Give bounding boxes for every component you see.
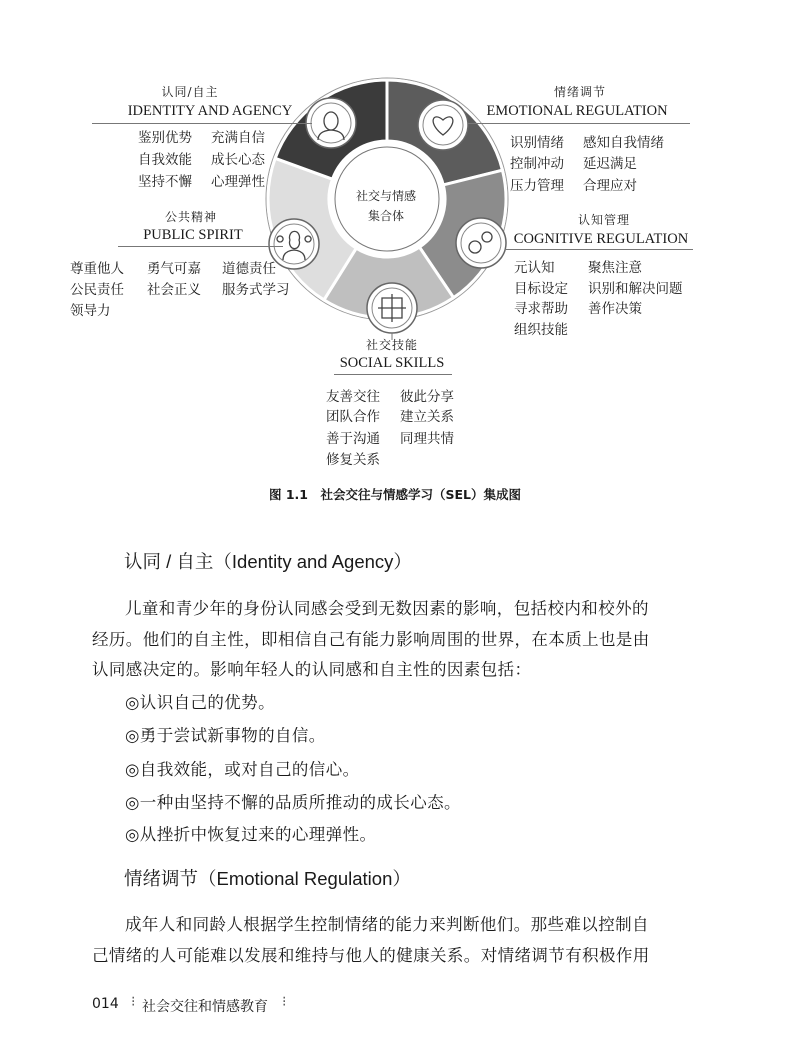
emotional-item: 识别情绪	[510, 135, 564, 151]
cognitive-item: 寻求帮助	[514, 301, 568, 317]
social-item: 同理共情	[400, 431, 454, 447]
cognitive-item: 识别和解决问题	[588, 281, 683, 297]
social-item: 友善交往	[326, 389, 380, 405]
cognitive-title-cn: 认知管理	[577, 213, 631, 227]
bullet-item: ◎认识自己的优势。	[125, 693, 275, 712]
emotional-item: 合理应对	[583, 178, 637, 194]
identity-item: 充满自信	[211, 130, 265, 146]
identity-item: 坚持不懈	[138, 174, 192, 190]
cognitive-item: 善作决策	[588, 301, 642, 317]
identity-item: 鉴别优势	[138, 130, 192, 146]
cognitive-title-en: COGNITIVE REGULATION	[513, 231, 689, 247]
emotional-title-cn: 情绪调节	[553, 85, 607, 99]
running-title: 社会交往和情感教育	[142, 999, 268, 1015]
identity-item: 心理弹性	[211, 174, 265, 190]
public-item: 领导力	[70, 303, 111, 319]
paragraph-line: 儿童和青少年的身份认同感会受到无数因素的影响，包括校内和校外的	[125, 599, 649, 618]
cognitive-rule	[505, 249, 693, 250]
paragraph-line: 己情绪的人可能难以发展和维持与他人的健康关系。对情绪调节有积极作用	[92, 946, 650, 965]
emotional-rule	[468, 123, 690, 124]
public-rule	[118, 246, 283, 247]
bullet-item: ◎自我效能，或对自己的信心。	[125, 760, 360, 779]
identity-item: 成长心态	[211, 152, 265, 168]
public-item: 服务式学习	[222, 282, 290, 298]
heart-icon-badge	[418, 100, 468, 150]
hands-icon	[378, 294, 406, 322]
center-label-line: 集合体	[367, 209, 405, 223]
emotional-item: 压力管理	[510, 178, 564, 194]
cognitive-item: 元认知	[514, 260, 555, 276]
footer-divider-left: ⁝	[131, 994, 136, 1010]
social-item: 团队合作	[326, 409, 380, 425]
gears-icon-badge	[456, 218, 506, 268]
page-number: 014	[92, 996, 119, 1012]
cognitive-item: 目标设定	[514, 281, 568, 297]
social-item: 修复关系	[326, 452, 380, 468]
bullet-item: ◎一种由坚持不懈的品质所推动的成长心态。	[125, 793, 461, 812]
public-title-cn: 公共精神	[164, 210, 218, 224]
social-title-en: SOCIAL SKILLS	[339, 355, 445, 371]
paragraph-line: 经历。他们的自主性，即相信自己有能力影响周围的世界，在本质上也是由	[92, 630, 650, 649]
footer-divider-right: ⁝	[282, 994, 287, 1010]
group-icon-badge	[269, 219, 319, 269]
public-item: 尊重他人	[70, 261, 124, 277]
emotional-title-en: EMOTIONAL REGULATION	[486, 103, 668, 119]
paragraph-line: 认同感决定的。影响年轻人的认同感和自主性的因素包括：	[92, 660, 532, 679]
public-item: 勇气可嘉	[147, 261, 201, 277]
section-heading-identity: 认同 / 自主（Identity and Agency）	[124, 551, 412, 572]
figure-caption: 图 1.1 社会交往与情感学习（SEL）集成图	[268, 487, 522, 502]
cognitive-item: 组织技能	[514, 322, 568, 338]
public-item: 道德责任	[222, 261, 276, 277]
cognitive-item: 聚焦注意	[588, 260, 642, 276]
bullet-item: ◎从挫折中恢复过来的心理弹性。	[125, 825, 377, 844]
social-rule	[334, 374, 452, 375]
emotional-item: 感知自我情绪	[583, 135, 664, 151]
bullet-item: ◎勇于尝试新事物的自信。	[125, 726, 326, 745]
emotional-item: 控制冲动	[510, 156, 564, 172]
paragraph-line: 成年人和同龄人根据学生控制情绪的能力来判断他们。那些难以控制自	[125, 915, 649, 934]
section-heading-emotional: 情绪调节（Emotional Regulation）	[124, 868, 411, 889]
identity-title-cn: 认同/自主	[161, 85, 219, 99]
social-item: 建立关系	[400, 409, 454, 425]
public-item: 公民责任	[70, 282, 124, 298]
identity-item: 自我效能	[138, 152, 192, 168]
social-item: 彼此分享	[400, 389, 454, 405]
center-label	[356, 186, 416, 226]
person-icon-badge	[306, 98, 356, 148]
center-label-line: 社交与情感	[355, 189, 417, 203]
public-item: 社会正义	[147, 282, 201, 298]
identity-rule	[92, 123, 312, 124]
social-title-cn: 社交技能	[365, 338, 419, 352]
emotional-item: 延迟满足	[583, 156, 637, 172]
public-title-en: PUBLIC SPIRIT	[143, 227, 243, 243]
identity-title-en: IDENTITY AND AGENCY	[127, 103, 293, 119]
social-item: 善于沟通	[326, 431, 380, 447]
